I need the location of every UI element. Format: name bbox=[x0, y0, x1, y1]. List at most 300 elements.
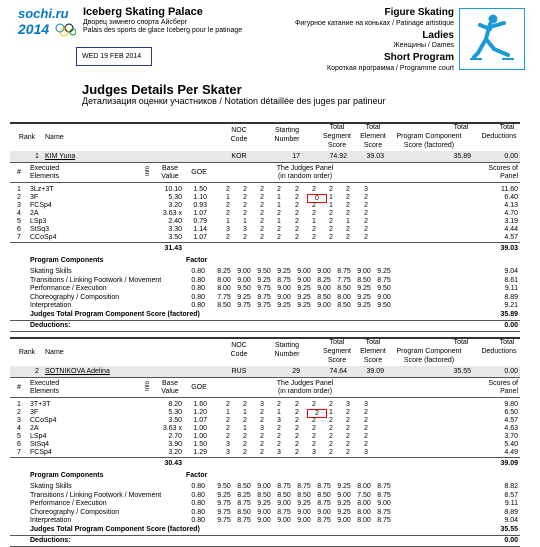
element-base-value: 5.30 bbox=[168, 409, 182, 416]
element-panel-score: 6.40 bbox=[504, 194, 518, 201]
judge-score: 2 bbox=[243, 194, 247, 201]
element-number: 1 bbox=[17, 401, 21, 408]
tes-header: Total bbox=[365, 339, 381, 346]
judge-score: 2 bbox=[364, 441, 368, 448]
judge-score: 2 bbox=[260, 218, 264, 225]
judge-score: 2 bbox=[329, 226, 333, 233]
component-factor: 0.80 bbox=[191, 293, 205, 301]
skater-start: 29 bbox=[292, 368, 300, 375]
info-header: Info bbox=[145, 166, 151, 177]
judge-score: 2 bbox=[260, 449, 264, 456]
base-value-total: 30.43 bbox=[164, 460, 182, 467]
sport-name-sub: Фигурное катание на коньках / Patinage artistique bbox=[295, 20, 454, 27]
scores-of-panel-header-2: Panel bbox=[500, 388, 518, 395]
element-name: CCoSp4 bbox=[30, 417, 57, 424]
judge-score: 2 bbox=[346, 234, 350, 241]
element-panel-score: 3.70 bbox=[504, 433, 518, 440]
component-judge-score: 8.75 bbox=[317, 483, 331, 490]
judge-score: 2 bbox=[226, 186, 230, 193]
component-judge-score: 9.25 bbox=[357, 285, 371, 292]
deductions-label: Deductions: bbox=[30, 321, 71, 329]
program-name-sub: Короткая программа / Programme court bbox=[327, 65, 454, 72]
judge-score: 1 bbox=[243, 409, 247, 416]
component-judge-score: 9.25 bbox=[297, 302, 311, 309]
judge-score: 2 bbox=[295, 433, 299, 440]
component-name: Transitions / Linking Footwork / Movement bbox=[30, 276, 162, 284]
judge-score: 2 bbox=[364, 234, 368, 241]
component-judge-score: 9.00 bbox=[317, 285, 331, 292]
component-factor: 0.80 bbox=[191, 285, 205, 292]
judge-score: 2 bbox=[243, 401, 247, 408]
deductions-label: Deductions: bbox=[30, 536, 71, 544]
element-goe: 1.10 bbox=[193, 194, 207, 201]
element-panel-score: 5.40 bbox=[504, 441, 518, 448]
svg-text:sochi.ru: sochi.ru bbox=[18, 6, 69, 21]
venue-name: Iceberg Skating Palace bbox=[83, 6, 203, 18]
pcs-header-2: Program Component bbox=[396, 348, 462, 355]
component-judge-score: 8.25 bbox=[317, 276, 331, 284]
pcs-header: Total bbox=[453, 124, 469, 131]
tss-header: Total bbox=[329, 124, 345, 131]
judge-score: 3 bbox=[277, 449, 281, 456]
component-judge-score: 8.50 bbox=[317, 491, 331, 499]
deductions-header: Total bbox=[499, 339, 515, 346]
element-base-value: 2.40 bbox=[168, 218, 182, 225]
divider bbox=[10, 331, 520, 332]
component-judge-score: 8.75 bbox=[377, 483, 391, 490]
judge-score: 2 bbox=[295, 202, 299, 209]
element-num-header: # bbox=[17, 384, 21, 391]
component-judge-score: 9.25 bbox=[257, 500, 271, 507]
elements-score-total: 39.09 bbox=[500, 460, 518, 467]
component-judge-score: 8.50 bbox=[357, 276, 371, 284]
component-judge-score: 8.50 bbox=[237, 508, 251, 516]
component-judge-score: 9.50 bbox=[237, 285, 251, 292]
executed-elements-header: Executed bbox=[30, 380, 60, 387]
tes-header-3: Score bbox=[363, 142, 383, 149]
judge-score: 2 bbox=[312, 210, 316, 217]
judge-score: 2 bbox=[277, 425, 281, 432]
name-header: Name bbox=[45, 134, 64, 141]
judge-score: 2 bbox=[346, 226, 350, 233]
component-judge-score: 9.00 bbox=[237, 276, 251, 284]
judge-score: 1 bbox=[226, 218, 230, 225]
judge-score: 1 bbox=[243, 218, 247, 225]
judge-score: 2 bbox=[260, 234, 264, 241]
component-judge-score: 9.00 bbox=[237, 268, 251, 275]
component-judge-score: 9.25 bbox=[357, 293, 371, 301]
judge-score: 2 bbox=[312, 401, 316, 408]
element-panel-score: 4.49 bbox=[504, 449, 518, 456]
component-name: Performance / Execution bbox=[30, 500, 107, 507]
judge-score: 2 bbox=[243, 441, 247, 448]
element-number: 6 bbox=[17, 441, 21, 448]
judge-score: 2 bbox=[364, 194, 368, 201]
component-judge-score: 9.00 bbox=[317, 302, 331, 309]
pc-total-label: Judges Total Program Component Score (factored) bbox=[30, 310, 200, 318]
element-number: 1 bbox=[17, 186, 21, 193]
divider bbox=[10, 377, 520, 378]
component-judge-score: 9.50 bbox=[217, 483, 231, 490]
component-judge-score: 9.00 bbox=[317, 508, 331, 516]
component-judge-score: 9.25 bbox=[337, 508, 351, 516]
judge-score: 2 bbox=[260, 194, 264, 201]
judge-score: 2 bbox=[277, 433, 281, 440]
judge-score: 2 bbox=[295, 425, 299, 432]
component-judge-score: 9.25 bbox=[337, 483, 351, 490]
element-name: 3Lz+3T bbox=[30, 186, 54, 193]
program-components-header: Program Components bbox=[30, 257, 104, 264]
judge-score: 2 bbox=[260, 202, 264, 209]
judge-score: 2 bbox=[295, 218, 299, 225]
judge-score: 2 bbox=[364, 210, 368, 217]
judge-score: 2 bbox=[364, 409, 368, 416]
judge-score: 2 bbox=[329, 234, 333, 241]
scores-of-panel-header-2: Panel bbox=[500, 173, 518, 180]
element-number: 2 bbox=[17, 409, 21, 416]
sochi-2014-logo bbox=[18, 6, 76, 40]
divider bbox=[10, 242, 520, 243]
judge-score: 2 bbox=[364, 425, 368, 432]
component-judge-score: 9.00 bbox=[297, 268, 311, 275]
judge-score: 2 bbox=[346, 449, 350, 456]
element-goe: 1.07 bbox=[193, 417, 207, 424]
judge-score: 2 bbox=[226, 417, 230, 424]
judge-score: 2 bbox=[295, 226, 299, 233]
tes-header-2: Element bbox=[360, 133, 386, 140]
tss-header-2: Segment bbox=[322, 348, 352, 355]
judge-score: 2 bbox=[295, 401, 299, 408]
element-base-value: 3.63 x bbox=[162, 210, 182, 217]
deductions-header-2: Deductions bbox=[481, 133, 517, 140]
judge-score: 2 bbox=[312, 202, 316, 209]
component-score: 9.21 bbox=[504, 302, 518, 309]
start-header: Starting bbox=[274, 127, 300, 134]
judge-score: 2 bbox=[329, 218, 333, 225]
element-goe: 1.60 bbox=[193, 401, 207, 408]
judge-score: 2 bbox=[329, 186, 333, 193]
rank-header: Rank bbox=[18, 349, 36, 356]
divider bbox=[10, 162, 520, 163]
component-judge-score: 8.00 bbox=[357, 517, 371, 524]
judges-panel-header-2: (in random order) bbox=[277, 173, 333, 180]
judge-score: 2 bbox=[329, 441, 333, 448]
element-base-value: 3.63 x bbox=[162, 425, 182, 432]
component-judge-score: 9.25 bbox=[297, 500, 311, 507]
judge-score: 3 bbox=[364, 401, 368, 408]
factor-header: Factor bbox=[186, 257, 208, 264]
judge-score: 2 bbox=[364, 433, 368, 440]
noc-header: NOC bbox=[231, 127, 247, 134]
judge-score: 2 bbox=[226, 433, 230, 440]
tss-header-3: Score bbox=[327, 142, 347, 149]
component-judge-score: 9.00 bbox=[317, 268, 331, 275]
element-base-value: 3.20 bbox=[168, 449, 182, 456]
component-judge-score: 9.25 bbox=[297, 293, 311, 301]
judge-score: 2 bbox=[329, 449, 333, 456]
judge-score: 1 bbox=[312, 218, 316, 225]
component-judge-score: 9.25 bbox=[337, 500, 351, 507]
element-name: StSq4 bbox=[30, 441, 50, 448]
judge-score: 2 bbox=[243, 449, 247, 456]
judge-score: 1 bbox=[277, 409, 281, 416]
component-judge-score: 8.75 bbox=[237, 517, 251, 524]
judge-score: 2 bbox=[243, 210, 247, 217]
component-score: 8.57 bbox=[504, 491, 518, 499]
divider bbox=[10, 122, 520, 124]
component-judge-score: 8.25 bbox=[217, 268, 231, 275]
component-judge-score: 7.75 bbox=[217, 293, 231, 301]
name-header: Name bbox=[45, 349, 64, 356]
component-judge-score: 7.50 bbox=[357, 491, 371, 499]
component-judge-score: 9.00 bbox=[277, 293, 291, 301]
venue-name-ru: Дворец зимнего спорта Айсберг bbox=[83, 19, 188, 26]
divider bbox=[10, 337, 520, 339]
judge-score: 2 bbox=[260, 433, 264, 440]
component-judge-score: 9.25 bbox=[277, 268, 291, 275]
element-goe: 1.20 bbox=[193, 409, 207, 416]
component-score: 8.82 bbox=[504, 483, 518, 490]
element-number: 5 bbox=[17, 433, 21, 440]
elements-score-total: 39.03 bbox=[500, 245, 518, 252]
judge-score: 2 bbox=[329, 417, 333, 424]
component-score: 8.61 bbox=[504, 276, 518, 284]
component-judge-score: 8.25 bbox=[237, 491, 251, 499]
component-judge-score: 8.50 bbox=[317, 293, 331, 301]
component-factor: 0.80 bbox=[191, 517, 205, 524]
judge-score: 2 bbox=[226, 202, 230, 209]
judge-score: 2 bbox=[295, 449, 299, 456]
judge-score: 2 bbox=[346, 210, 350, 217]
pcs-header: Total bbox=[453, 339, 469, 346]
page-title: Judges Details Per Skater bbox=[82, 82, 242, 97]
component-name: Transitions / Linking Footwork / Movement bbox=[30, 491, 162, 499]
rank-header: Rank bbox=[18, 134, 36, 141]
venue-name-fr: Palais des sports de glace Iceberg pour le patinage bbox=[83, 27, 243, 34]
judge-score: 2 bbox=[346, 441, 350, 448]
base-value-header-2: Value bbox=[161, 388, 179, 395]
program-components-header: Program Components bbox=[30, 472, 104, 479]
component-judge-score: 7.75 bbox=[337, 276, 351, 284]
component-judge-score: 9.00 bbox=[277, 285, 291, 292]
tss-header: Total bbox=[329, 339, 345, 346]
element-base-value: 10.10 bbox=[164, 186, 182, 193]
component-judge-score: 8.75 bbox=[297, 483, 311, 490]
judge-score: 3 bbox=[260, 425, 264, 432]
judge-score: 2 bbox=[312, 441, 316, 448]
component-name: Interpretation bbox=[30, 517, 72, 524]
element-name: CCoSp4 bbox=[30, 234, 57, 241]
judge-score: 3 bbox=[226, 441, 230, 448]
tss-header-3: Score bbox=[327, 357, 347, 364]
component-name: Interpretation bbox=[30, 302, 72, 309]
element-goe: 1.00 bbox=[193, 433, 207, 440]
component-factor: 0.80 bbox=[191, 491, 205, 499]
element-panel-score: 9.80 bbox=[504, 401, 518, 408]
judge-score: 2 bbox=[346, 409, 350, 416]
tes-header-2: Element bbox=[360, 348, 386, 355]
component-judge-score: 9.00 bbox=[377, 293, 391, 301]
executed-elements-header-2: Elements bbox=[30, 388, 60, 395]
judge-score: 2 bbox=[312, 186, 316, 193]
component-score: 9.11 bbox=[504, 285, 518, 292]
judge-score: 2 bbox=[295, 194, 299, 201]
skater-noc: KOR bbox=[231, 153, 247, 160]
element-panel-score: 3.19 bbox=[504, 218, 518, 225]
judge-score: 2 bbox=[226, 210, 230, 217]
component-factor: 0.80 bbox=[191, 483, 205, 490]
element-number: 3 bbox=[17, 417, 21, 424]
divider bbox=[10, 546, 520, 547]
component-judge-score: 9.00 bbox=[297, 517, 311, 524]
skater-tes: 39.03 bbox=[366, 153, 384, 160]
start-number-header: Number bbox=[274, 351, 300, 358]
judge-score: 2 bbox=[346, 194, 350, 201]
component-judge-score: 9.75 bbox=[217, 500, 231, 507]
element-base-value: 3.50 bbox=[168, 234, 182, 241]
divider bbox=[10, 457, 520, 458]
figure-skating-pictogram bbox=[459, 8, 525, 70]
deductions-value: 0.00 bbox=[504, 321, 518, 329]
component-name: Choreography / Composition bbox=[30, 293, 120, 301]
component-judge-score: 9.25 bbox=[277, 302, 291, 309]
component-judge-score: 8.00 bbox=[357, 500, 371, 507]
base-value-total: 31.43 bbox=[164, 245, 182, 252]
element-name: FCSp4 bbox=[30, 202, 52, 209]
base-value-header-2: Value bbox=[161, 173, 179, 180]
judge-score: 2 bbox=[260, 409, 264, 416]
component-judge-score: 9.00 bbox=[277, 500, 291, 507]
skater-name: KIM Yuna bbox=[45, 153, 76, 160]
component-judge-score: 9.25 bbox=[237, 293, 251, 301]
judge-score: 3 bbox=[243, 226, 247, 233]
judge-score: 2 bbox=[277, 226, 281, 233]
tes-header: Total bbox=[365, 124, 381, 131]
judge-score: 2 bbox=[346, 417, 350, 424]
judge-score: 3 bbox=[364, 186, 368, 193]
judge-score: 2 bbox=[364, 218, 368, 225]
skater-noc: RUS bbox=[231, 368, 247, 375]
element-panel-score: 4.63 bbox=[504, 425, 518, 432]
judge-score: 1 bbox=[277, 202, 281, 209]
tes-header-3: Score bbox=[363, 357, 383, 364]
component-judge-score: 9.00 bbox=[257, 483, 271, 490]
pc-total-label: Judges Total Program Component Score (factored) bbox=[30, 525, 200, 533]
event-name-sub: Женщины / Dames bbox=[393, 42, 454, 49]
skater-rank: 2 bbox=[35, 368, 39, 375]
judge-score: 2 bbox=[295, 441, 299, 448]
judge-score: 2 bbox=[243, 417, 247, 424]
component-judge-score: 8.75 bbox=[317, 517, 331, 524]
noc-code-header: Code bbox=[230, 136, 248, 143]
component-judge-score: 9.00 bbox=[277, 517, 291, 524]
judge-score: 2 bbox=[329, 425, 333, 432]
component-judge-score: 9.25 bbox=[357, 302, 371, 309]
component-judge-score: 8.75 bbox=[277, 276, 291, 284]
element-panel-score: 4.57 bbox=[504, 234, 518, 241]
element-number: 5 bbox=[17, 218, 21, 225]
sport-name: Figure Skating bbox=[384, 7, 454, 18]
component-judge-score: 8.50 bbox=[337, 285, 351, 292]
component-judge-score: 8.50 bbox=[237, 483, 251, 490]
noc-code-header: Code bbox=[230, 351, 248, 358]
component-judge-score: 9.00 bbox=[257, 517, 271, 524]
element-base-value: 8.20 bbox=[168, 401, 182, 408]
divider bbox=[10, 397, 520, 398]
component-judge-score: 9.75 bbox=[217, 508, 231, 516]
goe-header: GOE bbox=[191, 169, 207, 176]
element-base-value: 3.50 bbox=[168, 417, 182, 424]
judge-score: 2 bbox=[277, 401, 281, 408]
judge-score: 2 bbox=[260, 441, 264, 448]
component-judge-score: 8.75 bbox=[277, 483, 291, 490]
element-panel-score: 4.57 bbox=[504, 417, 518, 424]
skater-name: SOTNIKOVA Adelina bbox=[45, 368, 110, 375]
element-panel-score: 4.70 bbox=[504, 210, 518, 217]
component-factor: 0.80 bbox=[191, 500, 205, 507]
judge-score: 2 bbox=[243, 234, 247, 241]
component-judge-score: 9.75 bbox=[257, 285, 271, 292]
event-name: Ladies bbox=[422, 30, 454, 41]
skater-start: 17 bbox=[292, 153, 300, 160]
element-number: 6 bbox=[17, 226, 21, 233]
component-score: 8.89 bbox=[504, 293, 518, 301]
component-judge-score: 8.75 bbox=[377, 508, 391, 516]
judge-score: 2 bbox=[346, 186, 350, 193]
judge-score: 1 bbox=[346, 218, 350, 225]
component-judge-score: 8.50 bbox=[277, 491, 291, 499]
element-base-value: 3.90 bbox=[168, 441, 182, 448]
element-number: 4 bbox=[17, 210, 21, 217]
component-judge-score: 8.75 bbox=[377, 276, 391, 284]
component-judge-score: 8.50 bbox=[257, 491, 271, 499]
divider bbox=[10, 535, 520, 536]
element-panel-score: 6.50 bbox=[504, 409, 518, 416]
judge-score: 1 bbox=[329, 194, 333, 201]
skater-ded: 0.00 bbox=[504, 368, 518, 375]
component-judge-score: 8.00 bbox=[357, 483, 371, 490]
judge-score: 2 bbox=[312, 425, 316, 432]
judge-score: 2 bbox=[307, 409, 327, 418]
base-value-header: Base bbox=[162, 380, 178, 387]
element-goe: 0.79 bbox=[193, 218, 207, 225]
executed-elements-header: Executed bbox=[30, 165, 60, 172]
component-judge-score: 8.00 bbox=[357, 508, 371, 516]
judge-score: 3 bbox=[312, 449, 316, 456]
judge-score: 2 bbox=[312, 226, 316, 233]
judge-score: 1 bbox=[329, 409, 333, 416]
skater-tss: 74.92 bbox=[329, 153, 347, 160]
component-judge-score: 9.00 bbox=[297, 276, 311, 284]
judges-panel-header-2: (in random order) bbox=[277, 388, 333, 395]
component-score: 9.11 bbox=[504, 500, 518, 507]
element-name: 2A bbox=[30, 425, 39, 432]
component-judge-score: 8.00 bbox=[337, 293, 351, 301]
deductions-value: 0.00 bbox=[504, 536, 518, 544]
component-judge-score: 9.25 bbox=[377, 268, 391, 275]
component-judge-score: 8.75 bbox=[337, 268, 351, 275]
component-judge-score: 8.75 bbox=[377, 491, 391, 499]
skater-pcs: 35.89 bbox=[453, 153, 471, 160]
judge-score: 2 bbox=[295, 417, 299, 424]
judge-score: 2 bbox=[329, 401, 333, 408]
pcs-header-3: Score (factored) bbox=[403, 357, 455, 364]
judge-score: 2 bbox=[295, 186, 299, 193]
event-date: WED 19 FEB 2014 bbox=[82, 53, 142, 60]
component-judge-score: 8.50 bbox=[297, 491, 311, 499]
scores-of-panel-header: Scores of bbox=[488, 380, 518, 387]
judge-score: 2 bbox=[312, 417, 316, 424]
